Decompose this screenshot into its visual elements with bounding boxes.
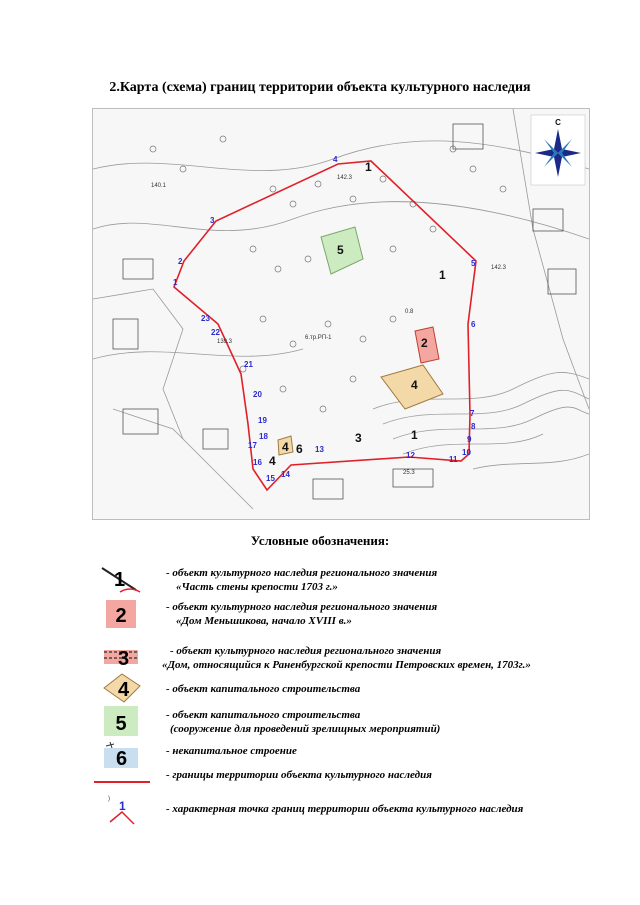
point-label: 13 [315, 445, 324, 454]
legend-icon-capital-building [100, 670, 144, 706]
zone-label: 1 [439, 268, 446, 282]
legend-icon-wall-1 [100, 562, 144, 598]
legend-item-1: - объект культурного наследия регионального значения «Часть стены крепости 1703 г.» [166, 567, 438, 593]
zone-label: 1 [411, 428, 418, 442]
legend-item-7: - границы территории объекта культурного наследия [166, 769, 432, 781]
vegetation-pattern [150, 136, 506, 412]
legend-item-8: - характерная точка границ территории объекта культурного наследия [166, 803, 524, 815]
point-label: 7 [470, 409, 475, 418]
svg-text:6.тр.РП-1: 6.тр.РП-1 [305, 335, 332, 341]
point-label: 21 [244, 360, 253, 369]
legend-icon-entertainment-structure [100, 702, 144, 738]
point-label: 2 [178, 257, 183, 266]
compass-letter: С [555, 118, 561, 127]
point-label: 17 [248, 441, 257, 450]
point-label: 23 [201, 314, 210, 323]
svg-text:142.3: 142.3 [491, 265, 507, 271]
legend-item-4: - объект капитального строительства [166, 683, 361, 695]
legend-icon-boundary-point [100, 794, 144, 830]
legend-item-5: - объект капитального строительства (сооружение для проведений зрелищных мероприятий) [166, 709, 441, 735]
zone-label: 5 [337, 243, 344, 257]
zone-label: 1 [365, 160, 372, 174]
legend-item-6: - некапитальное строение [166, 745, 297, 757]
point-label: 1 [173, 278, 178, 287]
point-label: 5 [471, 259, 476, 268]
point-label: 3 [210, 216, 215, 225]
legend-icon-number: 1 [119, 799, 126, 813]
point-label: 18 [259, 432, 268, 441]
map-svg [93, 109, 589, 519]
point-label: 9 [467, 435, 472, 444]
legend-icon-menshikov-house [100, 596, 144, 632]
compass-rose-icon [531, 115, 585, 185]
point-label: 14 [281, 470, 290, 479]
legend-icon-number: 4 [118, 679, 130, 701]
legend-heading: Условные обозначения: [250, 533, 390, 548]
point-label: 12 [406, 451, 415, 460]
point-label: 16 [253, 458, 262, 467]
zone-label: 4 [411, 378, 418, 392]
legend-icon-number: 2 [115, 605, 127, 627]
legend-icon-ranenburg-house [100, 638, 144, 674]
svg-text:): ) [108, 796, 110, 802]
boundary-point-numbers [173, 155, 476, 483]
legend-item-3: - объект культурного наследия регионального значения «Дом, относящийся к Раненбургской крепости Петровских времен, 1703г.» [162, 645, 531, 671]
point-label: 20 [253, 390, 262, 399]
legend-icon-number: 3 [118, 648, 130, 670]
point-label: 15 [266, 474, 275, 483]
legend-icon-boundary-line [94, 762, 150, 798]
heritage-boundary [174, 161, 476, 490]
elevation-marks [151, 175, 507, 476]
legend-icon-number: 6 [116, 748, 128, 770]
point-label: 8 [471, 422, 476, 431]
svg-text:25.3: 25.3 [403, 470, 415, 476]
point-label: 6 [471, 320, 476, 329]
zone-label: 6 [296, 442, 303, 456]
svg-text:139.3: 139.3 [217, 339, 233, 345]
legend-item-2: - объект культурного наследия регионального значения «Дом Меньшикова, начало XVIII в.» [166, 601, 438, 627]
zone-label: 4 [269, 454, 276, 468]
zone-label: 3 [355, 431, 362, 445]
page-title: 2.Карта (схема) границ территории объекта культурного наследия [109, 80, 531, 95]
legend-icon-number: 5 [115, 713, 127, 735]
contour-lines [93, 109, 589, 509]
zone-label: 2 [421, 336, 428, 350]
svg-text:0.8: 0.8 [405, 309, 414, 315]
svg-text:142.3: 142.3 [337, 175, 353, 181]
point-label: 22 [211, 328, 220, 337]
cadastral-map [92, 108, 590, 520]
point-label: 4 [333, 155, 338, 164]
point-label: 19 [258, 416, 267, 425]
zone-label: 4 [282, 440, 289, 454]
point-label: 10 [462, 448, 471, 457]
point-label: 11 [449, 455, 458, 464]
legend-icon-number: 1 [114, 569, 126, 591]
svg-text:140.1: 140.1 [151, 183, 167, 189]
